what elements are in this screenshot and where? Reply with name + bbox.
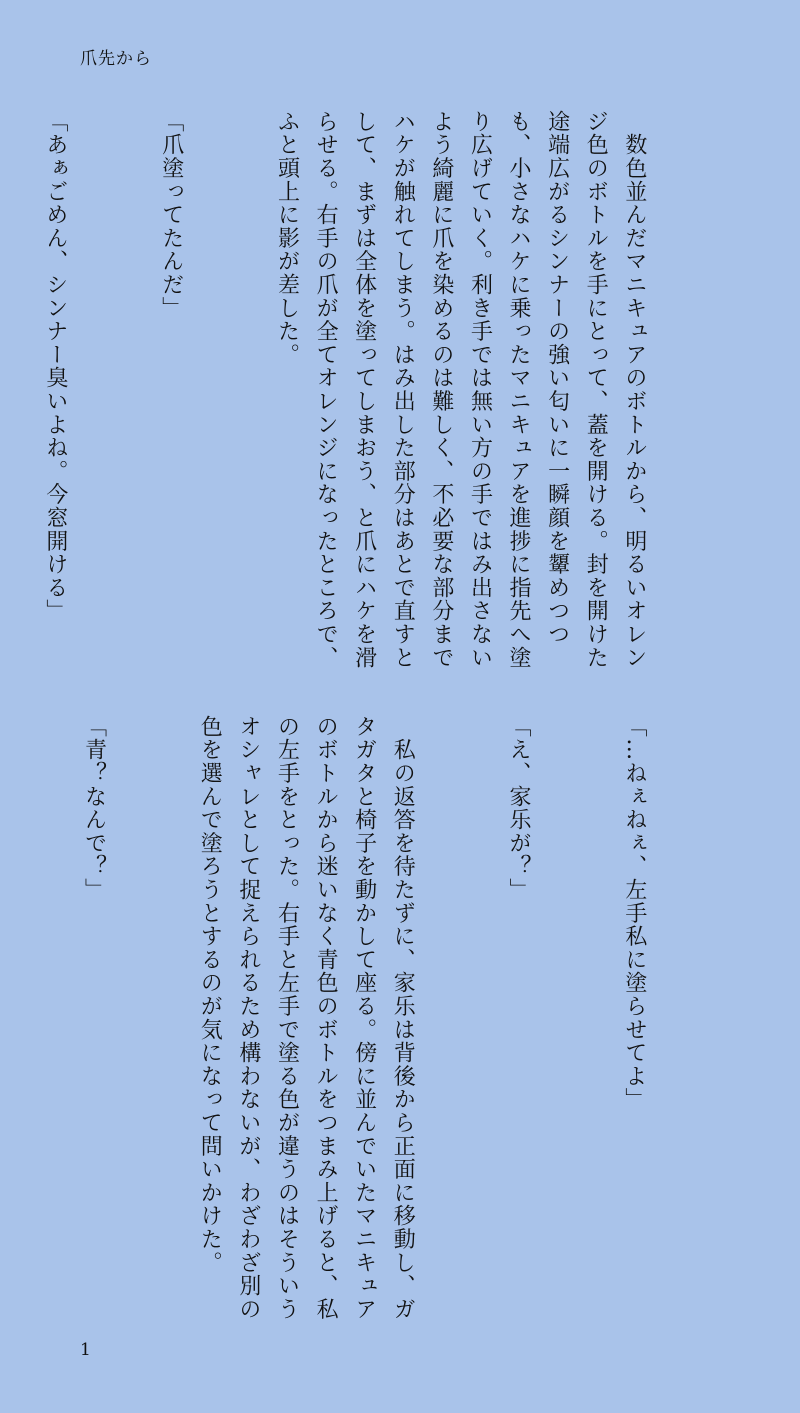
paragraph: 数色並んだマニキュアのボトルから、明るいオレンジ色のボトルを手にとって、蓋を開ける。封を開けた途端広がるシンナーの強い匂いに一瞬顔を顰めつつも、小さなハケに乗ったマニキュアを進捗に指先へ塗り広げていく。利き手では無い方の手ではみ出さないよう綺麗に爪を染めるのは難しく、不必要な部分までハケが触れてしまう。はみ出した部分はあとで直すとして、まずは全体を塗ってしまおう、と爪にハケを滑らせる。右手の爪が全てオレンジになったところで、ふと頭上に影が差した。 <box>274 110 647 670</box>
paragraph: 「青？なんで？」 <box>81 715 107 902</box>
paragraph: 「…ねぇねぇ、左手私に塗らせてよ」 <box>621 715 647 1112</box>
paragraph: 私の返答を待たずに、家乐は背後から正面に移動し、ガタガタと椅子を動かして座る。傍に並んでいたマニキュアのボトルから迷いなく青色のボトルをつまみ上げると、私の左手をとった。右手と左手で塗る色が違うのはそういうオシャレとして捉えられるため構わないが、わざわざ別の色を選んで塗ろうとするのが気になって問いかけた。 <box>197 715 416 1321</box>
paragraph: 「爪塗ってたんだ」 <box>158 110 184 320</box>
page-header-title: 爪先から <box>80 49 152 69</box>
page-number: 1 <box>80 1340 91 1360</box>
text-block-bottom <box>70 715 730 1325</box>
paragraph: 「え、家乐が？」 <box>506 715 532 902</box>
text-block-top <box>42 110 730 690</box>
paragraph: 「あぁごめん、シンナー臭いよね。今窓開ける」 <box>42 110 68 623</box>
